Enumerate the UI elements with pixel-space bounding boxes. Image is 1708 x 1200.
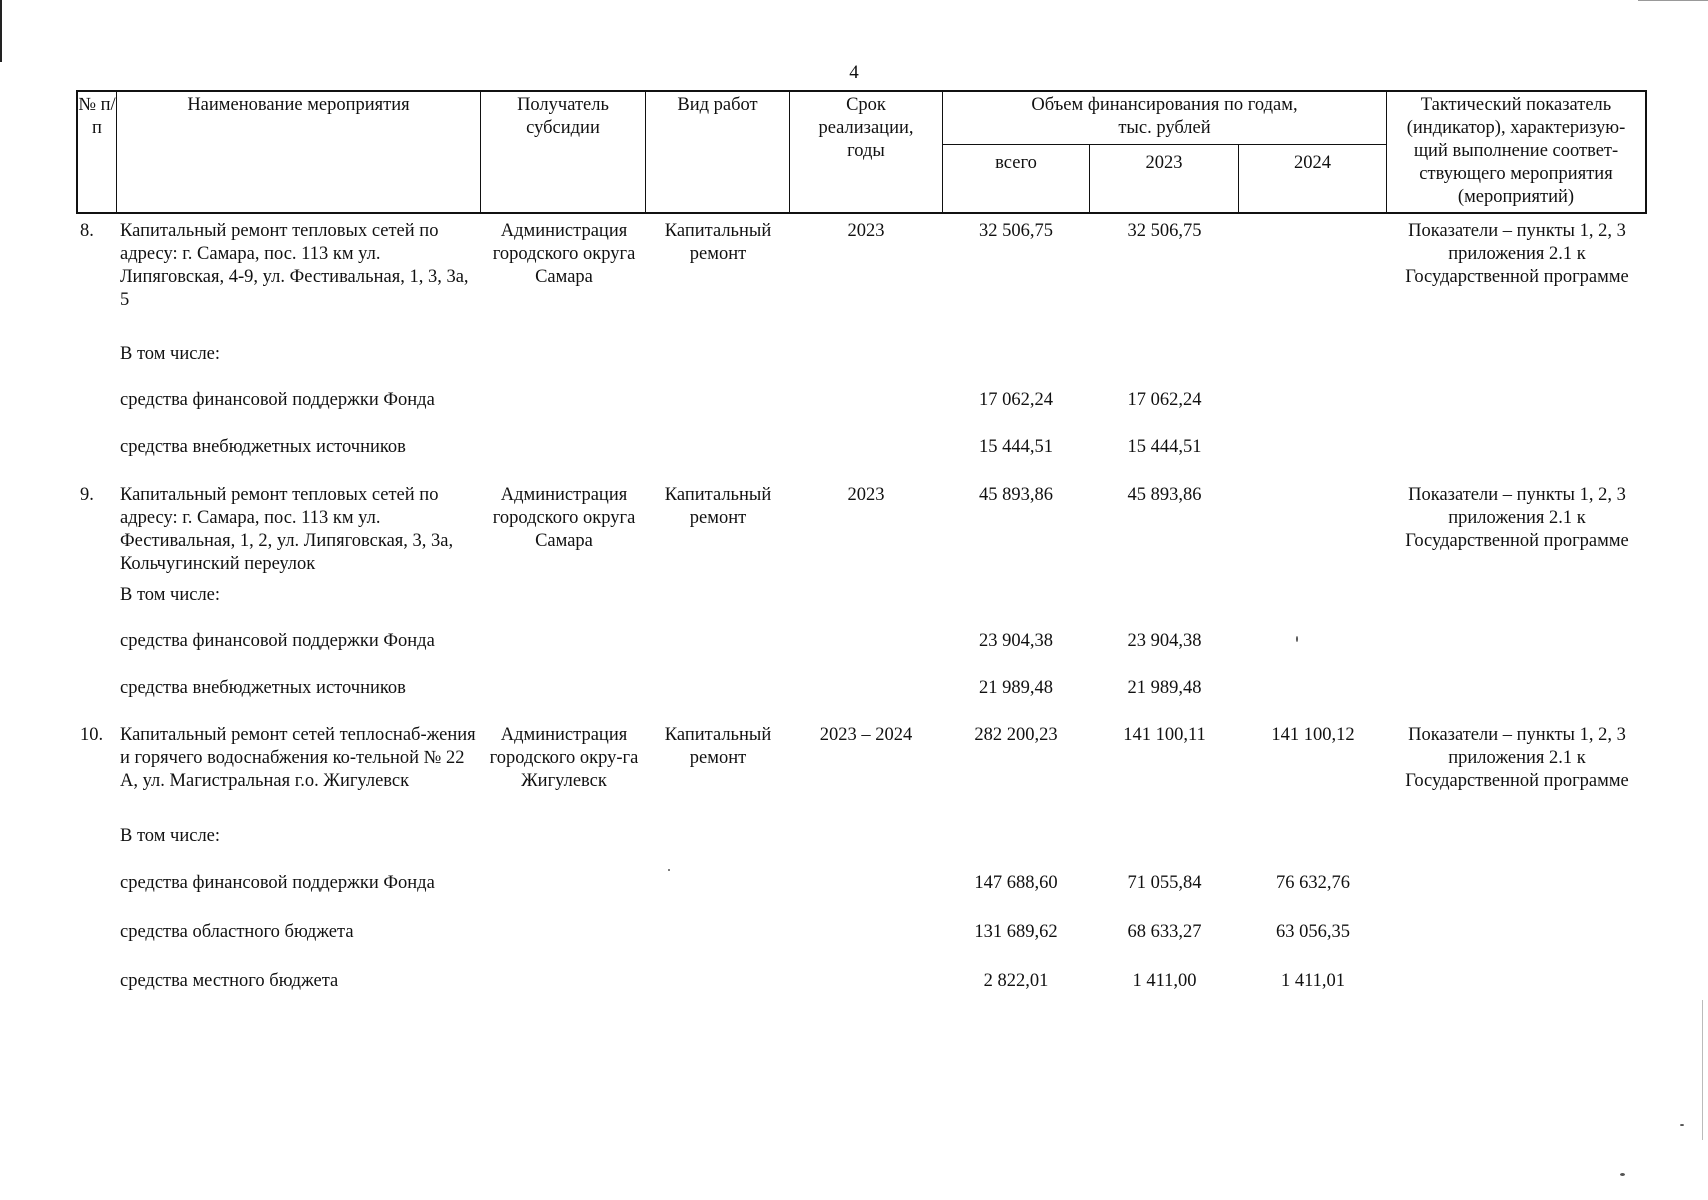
source-total: 15 444,51 bbox=[979, 437, 1053, 457]
header-work-type: Вид работ bbox=[677, 95, 758, 115]
header-period: Срок реализации, годы bbox=[818, 95, 914, 161]
item-total: 282 200,23 bbox=[974, 725, 1058, 745]
item-number: 10. bbox=[80, 725, 104, 745]
source-total: 23 904,38 bbox=[979, 631, 1053, 651]
scan-edge-line bbox=[1702, 1000, 1703, 1140]
item-recipient: Администрация городского окру-га Жигулевск bbox=[489, 725, 639, 791]
item-recipient: Администрация городского округа Самара bbox=[492, 221, 636, 287]
scan-edge-mark bbox=[0, 0, 2, 62]
item-work-type: Капитальный ремонт bbox=[664, 725, 772, 768]
header-2023: 2023 bbox=[1145, 153, 1183, 173]
header-recipient: Получатель субсидии bbox=[517, 95, 609, 138]
item-total: 45 893,86 bbox=[979, 485, 1053, 505]
item-work-type: Капитальный ремонт bbox=[664, 221, 772, 264]
header-indicator: Тактический показатель (индикатор), характеризую-щий выполнение соответ-ствующего мероприятия (мероприятий) bbox=[1406, 95, 1626, 207]
source-total: 2 822,01 bbox=[983, 971, 1049, 991]
item-number: 8. bbox=[80, 221, 94, 241]
scan-speck bbox=[1296, 636, 1298, 642]
source-total: 131 689,62 bbox=[974, 922, 1058, 942]
table-header bbox=[76, 90, 1647, 214]
header-num: № п/п bbox=[78, 95, 116, 138]
source-label: средства областного бюджета bbox=[120, 922, 354, 942]
source-2023: 68 633,27 bbox=[1127, 922, 1202, 942]
item-recipient: Администрация городского округа Самара bbox=[492, 485, 636, 551]
scan-speck bbox=[668, 869, 670, 871]
header-total: всего bbox=[995, 153, 1037, 173]
item-total: 32 506,75 bbox=[979, 221, 1053, 241]
including-label: В том числе: bbox=[120, 826, 221, 846]
item-2023: 32 506,75 bbox=[1127, 221, 1202, 241]
source-label: средства финансовой поддержки Фонда bbox=[120, 390, 435, 410]
source-2024: 1 411,01 bbox=[1280, 971, 1346, 991]
header-name: Наименование мероприятия bbox=[187, 95, 410, 115]
item-period: 2023 bbox=[847, 485, 885, 505]
item-name: Капитальный ремонт тепловых сетей по адресу: г. Самара, пос. 113 км ул. Липяговская, 4-9, ул. Фестивальная, 1, 3, 3а, 5 bbox=[120, 221, 469, 310]
scan-corner-mark bbox=[1638, 0, 1708, 1]
source-2024: 76 632,76 bbox=[1276, 873, 1350, 893]
scan-speck bbox=[1620, 1173, 1625, 1176]
header-funding-group: Объем финансирования по годам, тыс. рублей bbox=[1031, 95, 1298, 138]
source-2024: 63 056,35 bbox=[1276, 922, 1350, 942]
source-total: 147 688,60 bbox=[974, 873, 1058, 893]
source-2023: 15 444,51 bbox=[1127, 437, 1202, 457]
item-period: 2023 bbox=[847, 221, 885, 241]
item-indicator: Показатели – пункты 1, 2, 3 приложения 2.1 к Государственной программе bbox=[1405, 221, 1629, 287]
item-name: Капитальный ремонт сетей теплоснаб-жения и горячего водоснабжения ко-тельной № 22 А, ул. Магистральная г.о. Жигулевск bbox=[120, 725, 476, 791]
source-label: средства финансовой поддержки Фонда bbox=[120, 873, 435, 893]
source-label: средства внебюджетных источников bbox=[120, 437, 406, 457]
source-2023: 71 055,84 bbox=[1127, 873, 1202, 893]
source-label: средства внебюджетных источников bbox=[120, 678, 406, 698]
scan-speck bbox=[1680, 1124, 1684, 1126]
source-label: средства местного бюджета bbox=[120, 971, 339, 991]
item-indicator: Показатели – пункты 1, 2, 3 приложения 2.1 к Государственной программе bbox=[1405, 725, 1629, 791]
item-2023: 45 893,86 bbox=[1127, 485, 1202, 505]
item-2023: 141 100,11 bbox=[1123, 725, 1206, 745]
source-2023: 23 904,38 bbox=[1127, 631, 1202, 651]
item-number: 9. bbox=[80, 485, 94, 505]
item-work-type: Капитальный ремонт bbox=[664, 485, 772, 528]
item-period: 2023 – 2024 bbox=[819, 725, 913, 745]
including-label: В том числе: bbox=[120, 344, 221, 364]
item-name: Капитальный ремонт тепловых сетей по адресу: г. Самара, пос. 113 км ул. Фестивальная, 1, 2, ул. Липяговская, 3, 3а, Кольчугинский переулок bbox=[120, 485, 454, 574]
source-2023: 1 411,00 bbox=[1132, 971, 1197, 991]
including-label: В том числе: bbox=[120, 585, 221, 605]
source-2023: 17 062,24 bbox=[1127, 390, 1202, 410]
source-label: средства финансовой поддержки Фонда bbox=[120, 631, 435, 651]
header-2024: 2024 bbox=[1294, 153, 1331, 173]
item-2024: 141 100,12 bbox=[1271, 725, 1355, 745]
source-total: 17 062,24 bbox=[979, 390, 1053, 410]
source-2023: 21 989,48 bbox=[1127, 678, 1202, 698]
page-number: 4 bbox=[849, 62, 859, 83]
item-indicator: Показатели – пункты 1, 2, 3 приложения 2.1 к Государственной программе bbox=[1405, 485, 1629, 551]
source-total: 21 989,48 bbox=[979, 678, 1053, 698]
